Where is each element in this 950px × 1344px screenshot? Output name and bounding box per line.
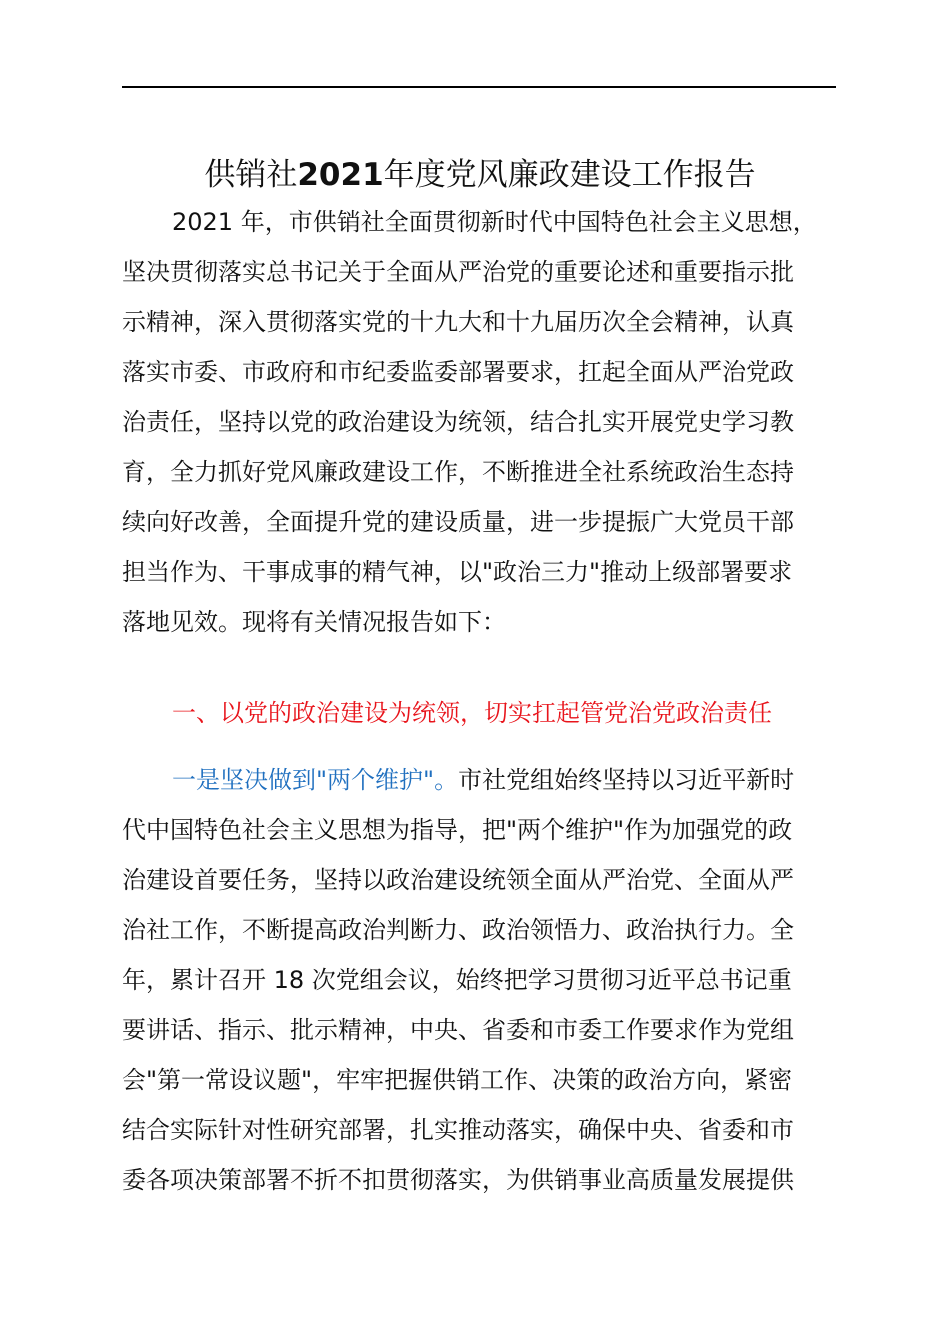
- paragraph-line: 治社工作，不断提高政治判断力、政治领悟力、政治执行力。全: [122, 916, 794, 944]
- paragraph-line: 续向好改善，全面提升党的建设质量，进一步提振广大党员干部: [122, 508, 794, 536]
- title-year: 2021: [297, 157, 384, 193]
- section1-paragraph: [122, 755, 852, 1205]
- paragraph-line: 坚决贯彻落实总书记关于全面从严治党的重要论述和重要指示批: [122, 258, 794, 286]
- title-prefix: 供销社: [204, 157, 298, 193]
- paragraph-line: 落地见效。现将有关情况报告如下：: [122, 608, 506, 636]
- paragraph-line: 委各项决策部署不折不扣贯彻落实，为供销事业高质量发展提供: [122, 1166, 794, 1194]
- paragraph-line: 年，累计召开 18 次党组会议，始终把学习贯彻习近平总书记重: [122, 966, 792, 994]
- paragraph-line: 落实市委、市政府和市纪委监委部署要求，扛起全面从严治党政: [122, 358, 794, 386]
- section-heading: 一、以党的政治建设为统领，切实扛起管党治党政治责任: [172, 699, 772, 727]
- paragraph-line: 会"第一常设议题"，牢牢把握供销工作、决策的政治方向，紧密: [122, 1066, 793, 1094]
- paragraph-line: 示精神，深入贯彻落实党的十九大和十九届历次全会精神，认真: [122, 308, 794, 336]
- paragraph-line: 育，全力抓好党风廉政建设工作，不断推进全社系统政治生态持: [122, 458, 794, 486]
- paragraph-line: 2021 年，市供销社全面贯彻新时代中国特色社会主义思想，: [172, 208, 817, 236]
- paragraph-line: 结合实际针对性研究部署，扎实推动落实，确保中央、省委和市: [122, 1116, 794, 1144]
- paragraph-lead: 一是坚决做到"两个维护"。: [172, 766, 459, 794]
- title-suffix: 年度党风廉政建设工作报告: [383, 157, 756, 193]
- paragraph-line: 担当作为、干事成事的精气神，以"政治三力"推动上级部署要求: [122, 558, 793, 586]
- intro-paragraph: [122, 197, 852, 647]
- document-title: [100, 153, 860, 197]
- paragraph-first-line: [122, 755, 852, 805]
- header-rule: [122, 86, 836, 88]
- paragraph-line: 治建设首要任务，坚持以政治建设统领全面从严治党、全面从严: [122, 866, 794, 894]
- paragraph-line: 代中国特色社会主义思想为指导，把"两个维护"作为加强党的政: [122, 816, 793, 844]
- paragraph-lead-rest: 市社党组始终坚持以习近平新时: [458, 766, 795, 794]
- paragraph-line: 要讲话、指示、批示精神，中央、省委和市委工作要求作为党组: [122, 1016, 794, 1044]
- paragraph-line: 治责任，坚持以党的政治建设为统领，结合扎实开展党史学习教: [122, 408, 794, 436]
